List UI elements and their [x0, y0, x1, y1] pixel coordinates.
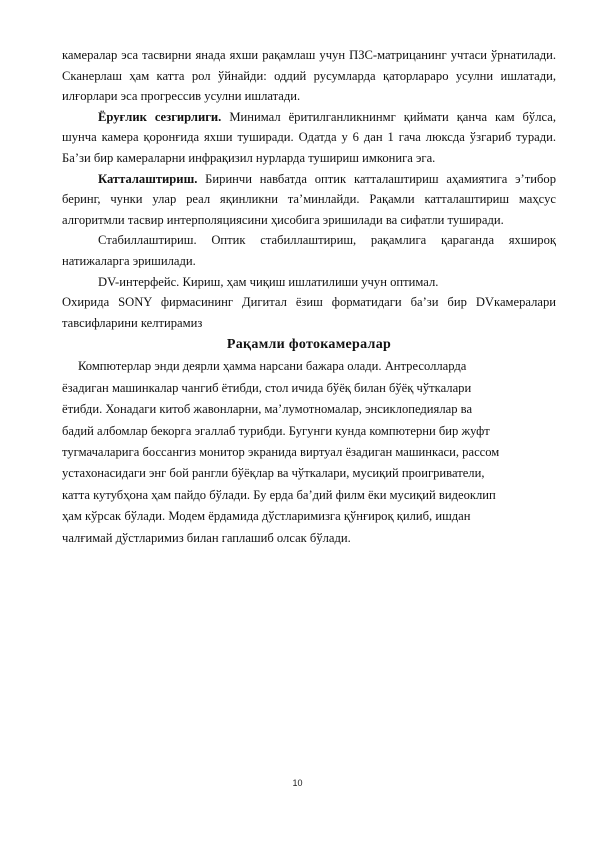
sensitivity-title: Ёруғлик сезгирлиги.: [98, 109, 222, 124]
stabilization-paragraph: Стабиллаштириш. Оптик стабиллаштириш, рақамлига қараганда яхшироқ натижаларга эришилади.: [62, 233, 556, 268]
document-page: [62, 45, 556, 549]
section-line: ҳам кўрсак бўлади. Модем ёрдамида дўстларимизга қўнғироқ қилиб, ишдан: [62, 509, 471, 524]
sony-paragraph: Охирида SONY фирмасининг Дигитал ёзиш форматидаги ба’зи бир DVкамералари тавсифларини келтирамиз: [62, 295, 556, 330]
detail-title: Катталаштириш.: [98, 171, 198, 186]
section-line: устахонасидаги энг бой рангли бўёқлар ва чўткалари, мусиқий проигриватели,: [62, 466, 485, 481]
section-line: Компютерлар энди деярли ҳамма нарсани бажара олади. Антресолларда: [78, 359, 467, 374]
section-heading: Рақамли фотокамералар: [226, 337, 392, 353]
detail-text: Биринчи навбатда оптик катталаштириш аҳамиятига э’тибор беринг, чунки улар реал яқинликни та’минлайди. Рақамли катталаштириш маҳсус алгоритмли тасвир интерполяциясини ҳисобига эришилади ва сифатли туширади.: [62, 171, 556, 227]
page-number: 10: [292, 778, 303, 788]
section-line: бадий албомлар бекорга эгаллаб турибди. Бугунги кунда компютерни бир жуфт: [62, 423, 490, 438]
section-line: ётибди. Хонадаги китоб жавонларни, ма’лумотномалар, энсиклопедиялар ва: [62, 402, 473, 417]
section-line: катта кутубҳона ҳам пайдо бўлади. Бу ерда ба’дий филм ёки мусиқий видеоклип: [62, 487, 496, 502]
sensitivity-text: Минимал ёритилганликнинмг қиймати қанча кам бўлса, шунча камера қоронғида яхши туширади. Одатда у 6 дан 1 гача люксда ўзгариб туради. Ба’зи бир камераларни инфрақизил нурларда тушириш имконига эга.: [62, 109, 556, 165]
intro-paragraph: камералар эса тасвирни янада яхши рақамлаш учун ПЗС-матрицанинг учтаси ўрнатилади. Сканерлаш ҳам катта рол ўйнайди: оддий русумларда қаторлараро усулни ишлатади, илғорлари эса прогрессив усулни ишлатади.: [62, 48, 556, 104]
sensitivity-paragraph: [62, 107, 556, 169]
section-line: тугмачаларига боссангиз монитор экранида виртуал ёзадиган машинкаси, рассом: [62, 444, 500, 459]
dv-interface-paragraph: DV-интерфейс. Кириш, ҳам чиқиш ишлатилиши учун оптимал.: [98, 274, 439, 289]
section-line: чалғимай дўстларимиз билан гаплашиб олсак бўлади.: [62, 530, 351, 545]
section-line: ёзадиган машинкалар чангиб ётибди, стол ичида бўёқ билан бўёқ чўткалари: [62, 380, 472, 395]
detail-paragraph: [62, 169, 556, 231]
